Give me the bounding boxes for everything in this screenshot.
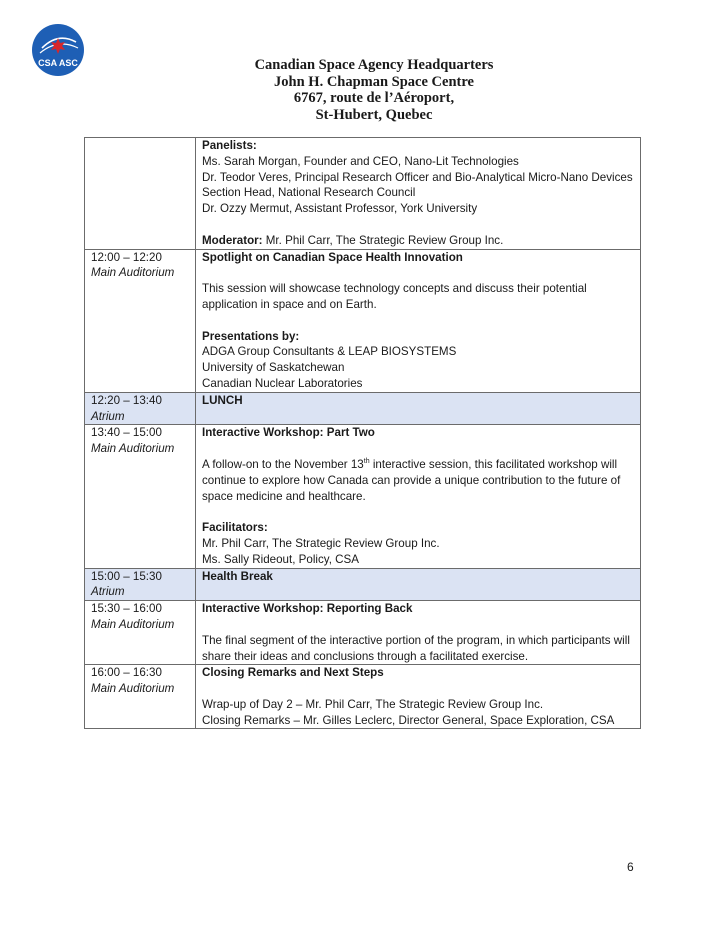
agenda-table bbox=[84, 137, 641, 729]
header-line: 6767, route de l’Aéroport, bbox=[293, 90, 455, 106]
time-cell bbox=[85, 568, 196, 601]
session-time: 16:00 – 16:30 bbox=[91, 666, 162, 680]
session-description: The final segment of the interactive portion of the program, in which participants will share their ideas and conclusions through a facilitated exercise. bbox=[202, 633, 630, 663]
list-heading: Presentations by: bbox=[202, 329, 300, 343]
session-title: Interactive Workshop: Part Two bbox=[202, 426, 375, 440]
moderator-label: Moderator: bbox=[202, 233, 263, 247]
session-description: A follow-on to the November 13th interactive session, this facilitated workshop will continue to explore how Canada can provide a unique contribution to the future of space medicine and healthcare. bbox=[202, 457, 621, 503]
panelist: Ms. Sarah Morgan, Founder and CEO, Nano-Lit Technologies bbox=[202, 154, 519, 168]
list-heading: Facilitators: bbox=[202, 521, 268, 535]
content-cell bbox=[196, 138, 641, 250]
agenda-row bbox=[85, 665, 641, 729]
session-location: Main Auditorium bbox=[91, 617, 175, 631]
panelists-heading: Panelists: bbox=[202, 139, 257, 152]
session-time: 15:00 – 15:30 bbox=[91, 569, 162, 583]
header-line: John H. Chapman Space Centre bbox=[274, 73, 474, 90]
moderator-line bbox=[202, 233, 634, 249]
agenda-row bbox=[85, 249, 641, 392]
agenda-row bbox=[85, 568, 641, 601]
session-location: Main Auditorium bbox=[91, 266, 175, 280]
list-item: University of Saskatchewan bbox=[202, 361, 345, 375]
page-number: 6 bbox=[627, 860, 634, 874]
list-item: Ms. Sally Rideout, Policy, CSA bbox=[202, 552, 359, 566]
time-cell bbox=[85, 392, 196, 425]
content-cell bbox=[196, 568, 641, 601]
time-cell bbox=[85, 138, 196, 250]
document-header bbox=[0, 57, 720, 123]
content-cell bbox=[196, 601, 641, 665]
agenda-row bbox=[85, 138, 641, 250]
time-cell bbox=[85, 249, 196, 392]
logo-text: CSA ASC bbox=[38, 58, 78, 68]
content-cell bbox=[196, 249, 641, 392]
moderator-name: Mr. Phil Carr, The Strategic Review Group Inc. bbox=[262, 233, 504, 247]
session-location: Main Auditorium bbox=[91, 442, 175, 456]
session-location: Main Auditorium bbox=[91, 682, 175, 696]
session-time: 12:20 – 13:40 bbox=[91, 393, 162, 407]
time-cell bbox=[85, 425, 196, 568]
time-cell bbox=[85, 665, 196, 729]
panelist: Dr. Ozzy Mermut, Assistant Professor, York University bbox=[202, 202, 478, 216]
list-item: Canadian Nuclear Laboratories bbox=[202, 376, 363, 390]
time-cell bbox=[85, 601, 196, 665]
content-cell bbox=[196, 392, 641, 425]
session-title: Health Break bbox=[202, 569, 273, 583]
agenda-row bbox=[85, 392, 641, 425]
session-description: This session will showcase technology concepts and discuss their potential application in space and on Earth. bbox=[202, 282, 587, 311]
panelist: Dr. Teodor Veres, Principal Research Officer and Bio-Analytical Micro-Nano Devices Section Head, National Research Council bbox=[202, 170, 633, 200]
list-item: Wrap-up of Day 2 – Mr. Phil Carr, The Strategic Review Group Inc. bbox=[202, 697, 544, 711]
agenda-row bbox=[85, 425, 641, 568]
session-title: LUNCH bbox=[202, 393, 243, 407]
session-title: Spotlight on Canadian Space Health Innovation bbox=[202, 250, 463, 264]
session-location: Atrium bbox=[91, 585, 125, 599]
agenda-row bbox=[85, 601, 641, 665]
content-cell bbox=[196, 665, 641, 729]
list-item: ADGA Group Consultants & LEAP BIOSYSTEMS bbox=[202, 345, 457, 359]
content-cell bbox=[196, 425, 641, 568]
session-time: 15:30 – 16:00 bbox=[91, 602, 162, 616]
header-line: St-Hubert, Quebec bbox=[315, 106, 433, 123]
session-title: Interactive Workshop: Reporting Back bbox=[202, 602, 413, 616]
list-item: Mr. Phil Carr, The Strategic Review Group Inc. bbox=[202, 536, 440, 550]
session-time: 13:40 – 15:00 bbox=[91, 426, 162, 440]
session-title: Closing Remarks and Next Steps bbox=[202, 666, 384, 680]
header-line: Canadian Space Agency Headquarters bbox=[254, 57, 494, 73]
session-location: Atrium bbox=[91, 409, 125, 423]
session-time: 12:00 – 12:20 bbox=[91, 250, 162, 264]
list-item: Closing Remarks – Mr. Gilles Leclerc, Director General, Space Exploration, CSA bbox=[202, 713, 615, 727]
